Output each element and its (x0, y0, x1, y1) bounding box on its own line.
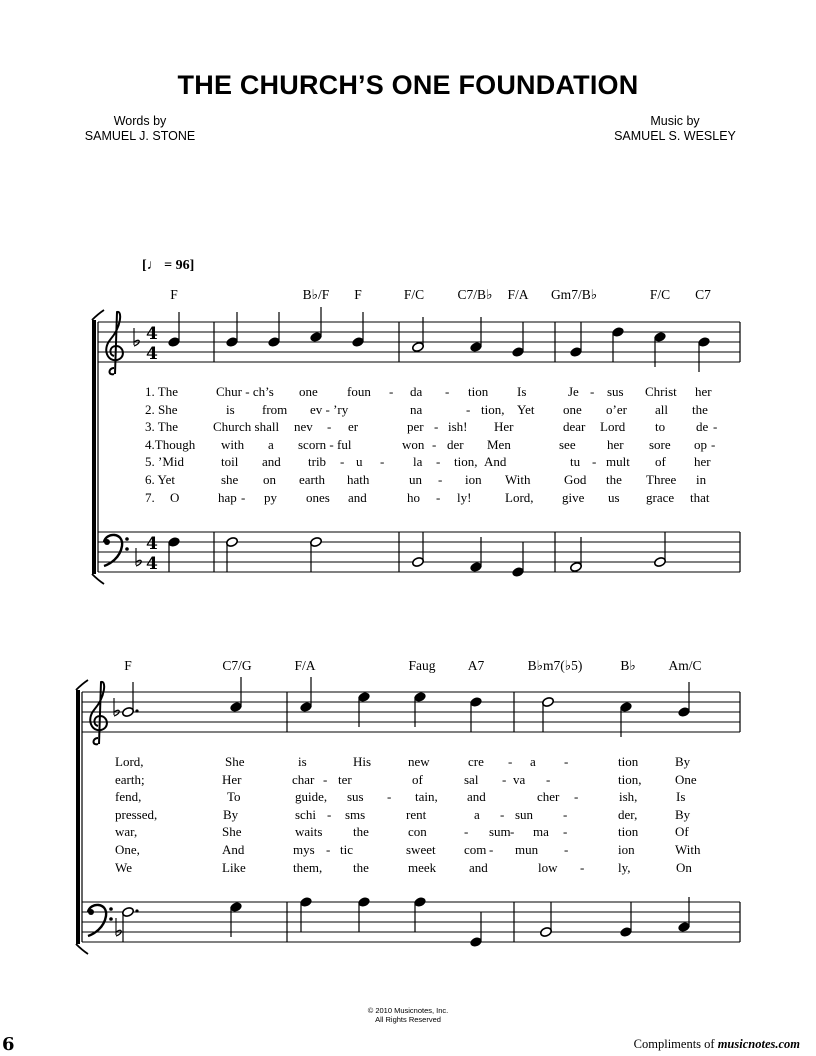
bass-clef-dot (125, 547, 129, 551)
lyric-syllable: Her (494, 419, 514, 435)
bass-clef-dot (109, 917, 113, 921)
lyric-syllable: - (563, 806, 568, 822)
lyric-syllable: mult (606, 454, 630, 470)
lyric-syllable: nev (294, 419, 313, 435)
lyric-syllable: un (409, 472, 422, 487)
lyric-syllable: da (410, 384, 423, 399)
time-signature-top: 4 (146, 324, 158, 344)
lyric-syllable: Is (676, 789, 686, 805)
lyric-syllable: - (713, 419, 718, 435)
lyric-syllable: guide, (295, 789, 328, 805)
copyright-line-1: © 2010 Musicnotes, Inc. (367, 1006, 449, 1015)
lyric-syllable: - (563, 824, 568, 840)
lyric-syllable: de (696, 419, 709, 435)
lyric-syllable: dear (563, 419, 586, 435)
chord-symbol: F/C (649, 287, 671, 302)
lyric-syllable: With (675, 842, 701, 857)
lyric-syllable: u (356, 454, 363, 470)
lyric-syllable: a (474, 806, 480, 822)
chord-symbol: F/A (294, 658, 316, 673)
lyric-syllable: ter (338, 771, 352, 787)
lyric-syllable: cre (468, 754, 484, 769)
lyric-syllable: der, (618, 806, 638, 822)
chord-symbol: A7 (467, 658, 485, 673)
lyric-syllable: her (694, 454, 711, 470)
lyric-syllable: the (353, 824, 369, 840)
lyric-syllable: ones (306, 489, 330, 505)
chord-symbol: F (124, 658, 132, 673)
lyric-syllable: waits (295, 824, 323, 840)
lyric-syllable: - (466, 401, 471, 417)
lyric-syllable: tion, (454, 454, 478, 470)
lyric-syllable: her (607, 436, 624, 452)
compliments-footer[interactable] (634, 1037, 800, 1052)
lyric-syllable: - (380, 454, 385, 470)
bracket-bottom-hook (76, 944, 88, 954)
lyric-syllable: Chur - ch’s (216, 384, 274, 399)
copyright-line-2: All Rights Reserved (375, 1015, 441, 1024)
lyric-syllable: scorn - ful (298, 436, 352, 452)
lyric-syllable: is (226, 401, 235, 417)
lyric-syllable: ion (465, 472, 482, 487)
lyric-syllable: per (407, 419, 424, 435)
lyric-syllable: tic (340, 842, 353, 857)
lyric-syllable: - (711, 436, 716, 452)
lyric-syllable: She (225, 754, 245, 769)
lyric-syllable: give (562, 489, 585, 505)
lyric-syllable: of (655, 454, 666, 470)
lyric-syllable: His (353, 754, 372, 769)
chord-symbol: C7/G (222, 658, 252, 673)
lyric-syllable: Yet (517, 401, 535, 417)
lyric-syllable: new (408, 754, 430, 769)
lyric-syllable: and (348, 489, 367, 505)
lyric-syllable: - (502, 771, 507, 787)
lyric-syllable: ly, (618, 859, 631, 875)
lyric-syllable: ion (618, 842, 635, 857)
lyric-syllable: To (227, 789, 241, 805)
lyric-syllable: o’er (606, 401, 627, 417)
lyric-syllable: con (408, 824, 427, 840)
lyric-syllable: She (222, 824, 242, 840)
lyric-syllable: Lord, (505, 489, 534, 505)
chord-symbol: C7 (695, 287, 711, 302)
lyric-syllable: 5. ’Mid (145, 454, 184, 470)
page-number: 6 (2, 1034, 15, 1055)
lyric-syllable: And (222, 842, 245, 857)
lyric-syllable: - (580, 859, 585, 875)
lyric-syllable: sus (607, 384, 624, 399)
lyric-syllable: fend, (115, 789, 142, 805)
key-signature-flat-bowl (136, 560, 141, 566)
lyric-syllable: one (299, 384, 318, 399)
time-signature-bottom: 4 (146, 344, 158, 364)
lyric-syllable: By (223, 806, 239, 822)
augmentation-dot (135, 909, 138, 912)
chord-symbol: F (170, 287, 178, 302)
lyric-syllable: the (353, 859, 369, 875)
lyric-syllable: On (676, 859, 692, 875)
lyric-syllable: of (412, 771, 423, 787)
lyric-syllable: - (445, 384, 450, 399)
lyric-syllable: is (298, 754, 307, 769)
compliments-prefix: Compliments of (633, 1037, 718, 1051)
bass-clef-dot (104, 539, 110, 545)
chord-symbol: B♭m7(♭5) (527, 658, 583, 673)
lyric-syllable: schi (295, 806, 316, 822)
lyric-syllable: her (695, 384, 712, 399)
lyric-syllable: to (655, 419, 666, 435)
time-signature-bottom: 4 (146, 554, 158, 574)
lyric-syllable: - (326, 842, 331, 857)
bracket-top-hook (76, 680, 88, 690)
lyric-syllable: Is (517, 384, 527, 399)
lyric-syllable: 3. The (145, 419, 178, 435)
chord-symbol: F (354, 287, 362, 302)
lyric-syllable: - (438, 472, 443, 487)
lyric-syllable: war, (115, 824, 138, 840)
lyric-syllable: trib (308, 454, 327, 470)
composer-name: SAMUEL S. WESLEY (614, 129, 736, 143)
lyric-syllable: sun (515, 806, 534, 822)
lyric-syllable: and (262, 454, 281, 470)
lyric-syllable: foun (347, 384, 371, 399)
lyric-syllable: 4.Though (145, 436, 196, 452)
lyric-syllable: - (546, 771, 551, 787)
lyric-syllable: Christ (645, 384, 677, 399)
lyric-syllable: mys (293, 842, 315, 857)
lyric-syllable: With (505, 472, 531, 487)
words-label: Words by (113, 114, 167, 128)
lyric-syllable: va (513, 771, 526, 787)
lyric-syllable: - (387, 789, 392, 805)
lyric-syllable: them, (293, 859, 323, 875)
lyric-syllable: grace (646, 489, 675, 505)
lyric-syllable: ly! (457, 489, 472, 505)
lyric-syllable: hap (218, 489, 237, 505)
treble-clef (106, 312, 123, 374)
lyric-syllable: Men (487, 436, 511, 452)
lyric-syllable: pressed, (115, 806, 158, 822)
chord-symbol: Faug (408, 658, 436, 673)
chord-symbol: Gm7/B♭ (550, 287, 598, 302)
lyric-syllable: tain, (415, 789, 438, 805)
lyric-syllable: tu (570, 454, 581, 470)
lyric-syllable: - (500, 806, 505, 822)
lyric-syllable: char (292, 771, 315, 787)
lyric-syllable: the (606, 472, 622, 487)
key-signature-flat-bowl (134, 340, 139, 346)
lyric-syllable: rent (406, 806, 427, 822)
lyric-syllable: der (447, 436, 464, 452)
lyric-syllable: One (675, 771, 697, 787)
lyric-syllable: earth; (115, 771, 145, 787)
chord-symbol: F/A (507, 287, 529, 302)
lyric-syllable: that (690, 489, 710, 505)
lyric-syllable: sweet (406, 842, 436, 857)
lyric-syllable: God (564, 472, 587, 487)
chord-symbol: B♭ (620, 658, 636, 673)
lyric-syllable: the (692, 401, 708, 417)
lyric-syllable: - (389, 384, 394, 399)
lyric-syllable: - (436, 489, 441, 505)
lyric-syllable: 7. (145, 489, 155, 505)
lyric-syllable: Her (222, 771, 242, 787)
lyric-syllable: earth (299, 472, 325, 487)
lyric-syllable: mun (515, 842, 539, 857)
lyric-syllable: all (655, 401, 668, 417)
lyric-syllable: - (590, 384, 595, 399)
lyric-syllable: tion, (618, 771, 642, 787)
lyric-syllable: By (675, 754, 691, 769)
lyric-syllable: won (402, 436, 425, 452)
lyric-syllable: - (432, 436, 437, 452)
lyric-syllable: and (467, 789, 486, 805)
lyric-syllable: with (221, 436, 245, 452)
lyric-syllable: Like (222, 859, 246, 875)
treble-clef (90, 682, 107, 744)
lyric-syllable: - (241, 489, 246, 505)
lyric-syllable: cher (537, 789, 560, 805)
lyric-syllable: op (694, 436, 707, 452)
lyric-syllable: - (340, 454, 345, 470)
lyric-syllable: - (327, 419, 332, 435)
musicnotes-brand-link[interactable]: musicnotes.com (717, 1037, 800, 1051)
lyric-syllable: O (170, 489, 180, 505)
lyric-syllable: ish, (619, 789, 638, 805)
lyric-syllable: tion, (481, 401, 505, 417)
lyric-syllable: ho (407, 489, 420, 505)
lyric-syllable: 6. Yet (145, 472, 175, 487)
chord-symbol: Am/C (668, 658, 702, 673)
lyric-syllable: Church shall (213, 419, 280, 435)
lyric-syllable: tion (618, 824, 639, 840)
lyric-syllable: - (508, 754, 513, 769)
lyric-syllable: sms (345, 806, 366, 822)
bass-clef-dot (125, 537, 129, 541)
lyric-syllable: in (696, 472, 707, 487)
lyric-syllable: - (592, 454, 597, 470)
lyric-syllable: - (564, 842, 569, 857)
lyric-syllable: low (538, 859, 558, 875)
lyric-syllable: By (675, 806, 691, 822)
lyric-syllable: - (574, 789, 579, 805)
lyric-syllable: a (530, 754, 536, 769)
lyric-syllable: py (264, 489, 277, 505)
lyric-syllable: sum (489, 824, 511, 840)
lyric-syllable: one (563, 401, 582, 417)
lyric-syllable: ish! (448, 419, 468, 435)
lyric-syllable: Of (675, 824, 689, 840)
augmentation-dot (135, 709, 138, 712)
lyric-syllable: from (262, 401, 288, 417)
lyric-syllable: - (436, 454, 441, 470)
lyric-syllable: ev - ’ry (310, 401, 349, 417)
lyric-syllable: us (608, 489, 620, 505)
lyric-syllable: and (469, 859, 488, 875)
lyric-syllable: - (510, 824, 515, 840)
bass-clef-dot (109, 907, 113, 911)
song-title: THE CHURCH’S ONE FOUNDATION (177, 70, 639, 100)
chord-symbol: C7/B♭ (457, 287, 493, 302)
lyric-syllable: - (327, 806, 332, 822)
lyric-syllable: Lord, (115, 754, 144, 769)
lyric-syllable: Lord (600, 419, 626, 435)
lyric-syllable: hath (347, 472, 370, 487)
lyric-syllable: a (268, 436, 274, 452)
lyric-syllable: Je (568, 384, 579, 399)
music-label: Music by (650, 114, 700, 128)
lyric-syllable: tion (468, 384, 489, 399)
lyric-syllable: - (434, 419, 439, 435)
lyric-syllable: on (263, 472, 276, 487)
lyric-syllable: la (413, 454, 423, 470)
lyric-syllable: she (221, 472, 239, 487)
lyric-syllable: One, (115, 842, 140, 857)
copyright-notice (358, 1006, 458, 1024)
bracket-top-hook (92, 310, 104, 320)
lyric-syllable: er (348, 419, 359, 435)
bracket-bottom-hook (92, 574, 104, 584)
key-signature-flat-bowl (114, 710, 119, 716)
lyric-syllable: na (410, 401, 423, 417)
lyric-syllable: And (484, 454, 507, 470)
tempo-marking: [♩ = 96] (142, 258, 195, 273)
lyric-syllable: toil (221, 454, 239, 470)
lyric-syllable: meek (408, 859, 437, 875)
lyric-syllable: see (559, 436, 576, 452)
lyricist-name: SAMUEL J. STONE (84, 129, 196, 143)
key-signature-flat-bowl (116, 930, 121, 936)
lyric-syllable: 2. She (145, 401, 178, 417)
lyric-syllable: We (115, 859, 132, 875)
lyric-syllable: sus (347, 789, 364, 805)
chord-symbol: F/C (403, 287, 425, 302)
lyric-syllable: 1. The (145, 384, 178, 399)
lyric-syllable: - (564, 754, 569, 769)
chord-symbol: B♭/F (302, 287, 330, 302)
lyric-syllable: - (464, 824, 469, 840)
time-signature-top: 4 (146, 534, 158, 554)
lyric-syllable: tion (618, 754, 639, 769)
lyric-syllable: Three (646, 472, 677, 487)
bass-clef-dot (88, 909, 94, 915)
lyric-syllable: ma (533, 824, 549, 840)
lyric-syllable: - (489, 842, 494, 857)
lyric-syllable: - (323, 771, 328, 787)
lyric-syllable: com (464, 842, 487, 857)
lyric-syllable: sal (464, 771, 479, 787)
lyric-syllable: sore (649, 436, 671, 452)
